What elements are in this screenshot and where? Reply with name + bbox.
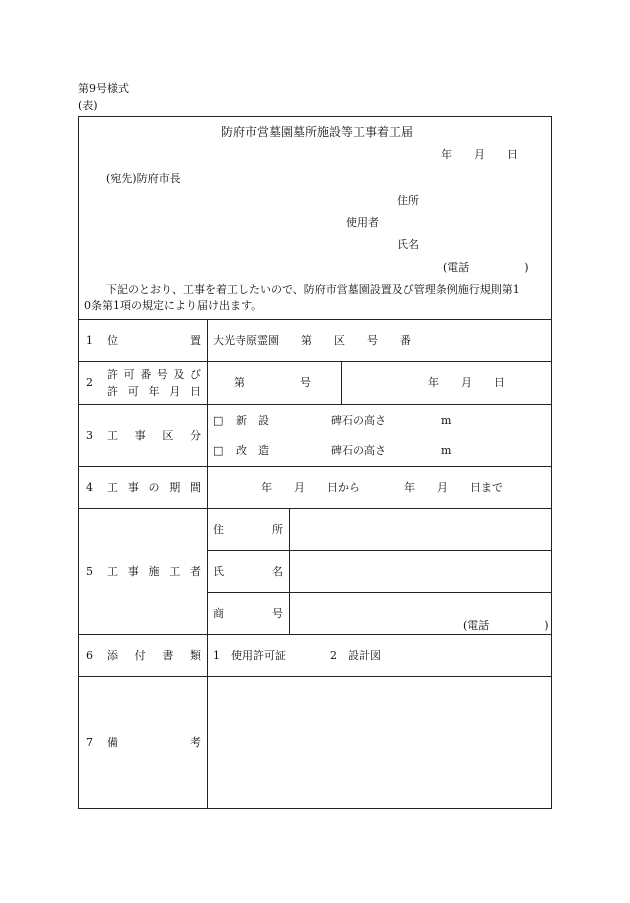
attachments-label: 添 付 書 類 xyxy=(107,649,201,662)
new-stone-height: 碑石の高さ m xyxy=(331,414,452,427)
intro-text-line-1: 下記のとおり、工事を着工したいので、防府市営墓園設置及び管理条例施行規則第1 xyxy=(106,283,520,296)
location-value: 大光寺原霊園 第 区 号 番 xyxy=(213,334,411,347)
attachments-value: 1 使用許可証 2 設計図 xyxy=(213,649,381,662)
contractor-name-label: 氏 名 xyxy=(213,565,283,578)
row-divider xyxy=(78,676,552,677)
row-number: 6 xyxy=(86,649,93,662)
contractor-trade-label: 商 号 xyxy=(213,607,283,620)
submission-date: 年 月 日 xyxy=(441,148,518,161)
contractor-address-label: 住 所 xyxy=(213,523,283,536)
permit-label-line-1: 許 可 番 号 及 び xyxy=(107,368,201,381)
mod-stone-height: 碑石の高さ m xyxy=(331,444,452,457)
row-divider xyxy=(78,508,552,509)
new-construction-checkbox[interactable]: □ xyxy=(213,414,224,427)
form-title: 防府市営墓園墓所施設等工事着工届 xyxy=(221,125,414,139)
period-label: 工 事 の 期 間 xyxy=(107,481,201,494)
row-number: 7 xyxy=(86,736,93,749)
modification-label: 改 造 xyxy=(236,444,269,457)
contractor-label: 工 事 施 工 者 xyxy=(107,565,201,578)
row-number: 4 xyxy=(86,481,93,494)
frame-bottom-border xyxy=(78,808,552,809)
row-divider xyxy=(78,404,552,405)
category-label: 工 事 区 分 xyxy=(107,429,201,442)
permit-date: 年 月 日 xyxy=(428,376,505,389)
form-side-label: (表) xyxy=(78,99,98,112)
row-divider xyxy=(78,466,552,467)
new-construction-label: 新 設 xyxy=(236,414,269,427)
frame-left-border xyxy=(78,116,79,809)
contractor-phone-label: (電話 ) xyxy=(463,619,549,632)
row-divider xyxy=(78,361,552,362)
row-divider xyxy=(78,319,552,320)
intro-text-line-2: 0条第1項の規定により届け出ます。 xyxy=(84,299,263,312)
permit-label-line-2: 許 可 年 月 日 xyxy=(107,385,201,398)
permit-number: 第 号 xyxy=(234,376,311,389)
period-value: 年 月 日から 年 月 日まで xyxy=(261,481,503,494)
form-number: 第9号様式 xyxy=(78,82,129,95)
applicant-name-label: 氏名 xyxy=(397,238,419,251)
frame-top-border xyxy=(78,116,552,117)
sub-row-divider xyxy=(207,592,552,593)
location-label: 位 置 xyxy=(107,334,201,347)
label-column-divider xyxy=(207,319,208,809)
frame-right-border xyxy=(551,116,552,809)
applicant-phone-label: (電話 ) xyxy=(443,261,529,274)
modification-checkbox[interactable]: □ xyxy=(213,444,224,457)
contractor-column-divider xyxy=(289,508,290,635)
applicant-address-label: 住所 xyxy=(397,194,419,207)
applicant-user-label: 使用者 xyxy=(346,216,379,229)
addressee: (宛先)防府市長 xyxy=(106,172,181,185)
row-number: 1 xyxy=(86,334,93,347)
remarks-label: 備 考 xyxy=(107,736,201,749)
row-divider xyxy=(78,634,552,635)
row-number: 2 xyxy=(86,376,93,389)
permit-column-divider xyxy=(341,361,342,405)
sub-row-divider xyxy=(207,550,552,551)
row-number: 5 xyxy=(86,565,93,578)
row-number: 3 xyxy=(86,429,93,442)
